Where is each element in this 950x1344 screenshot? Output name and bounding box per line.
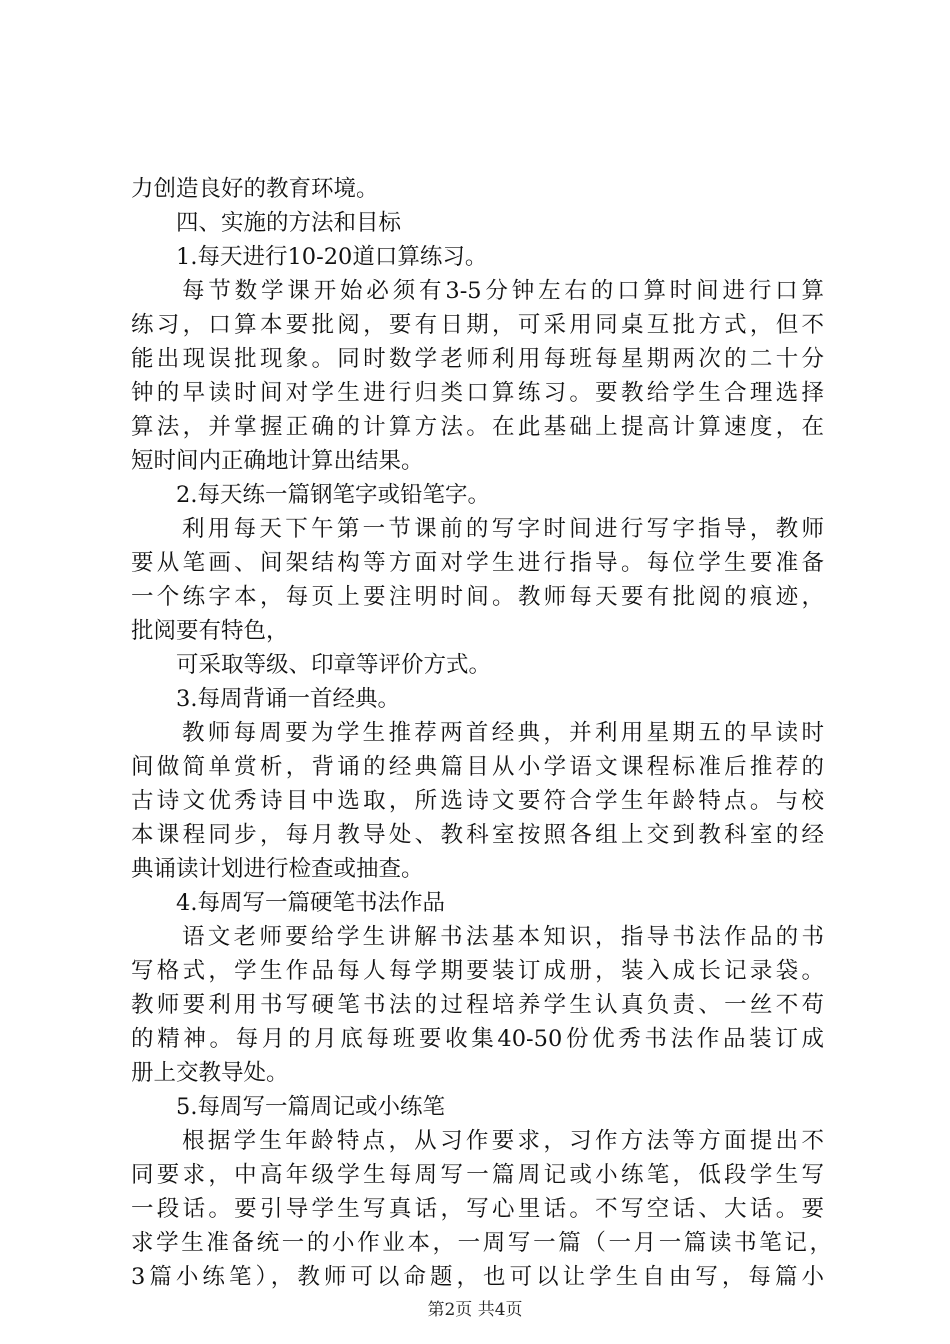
- text-line: 典诵读计划进行检查或抽查。: [131, 856, 424, 882]
- item-heading: 3.每周背诵一首经典。: [176, 686, 400, 712]
- text-line: 算法，并掌握正确的计算方法。在此基础上提高计算速度，在: [131, 414, 824, 440]
- item-heading: 1.每天进行10-20道口算练习。: [176, 244, 488, 270]
- text-line: 力创造良好的教育环境。: [131, 176, 379, 202]
- text-line: 间做简单赏析，背诵的经典篇目从小学语文课程标准后推荐的: [131, 754, 824, 780]
- text-line: 同要求，中高年级学生每周写一篇周记或小练笔，低段学生写: [131, 1162, 824, 1188]
- text-line: 教师要利用书写硬笔书法的过程培养学生认真负责、一丝不苟: [131, 992, 824, 1018]
- item-heading: 2.每天练一篇钢笔字或铅笔字。: [176, 482, 490, 508]
- text-line: 可采取等级、印章等评价方式。: [176, 652, 492, 678]
- page-footer: 第2页 共4页: [427, 1300, 523, 1320]
- text-line: 一段话。要引导学生写真话，写心里话。不写空话、大话。要: [131, 1196, 824, 1222]
- item-heading: 4.每周写一篇硬笔书法作品: [176, 890, 445, 916]
- text-line: 册上交教导处。: [131, 1060, 289, 1086]
- text-line: 写格式，学生作品每人每学期要装订成册，装入成长记录袋。: [131, 958, 824, 984]
- text-line: 短时间内正确地计算出结果。: [131, 448, 424, 474]
- text-line: 每节数学课开始必须有3-5分钟左右的口算时间进行口算: [182, 278, 824, 304]
- text-line: 练习，口算本要批阅，要有日期，可采用同桌互批方式，但不: [131, 312, 824, 338]
- text-line: 利用每天下午第一节课前的写字时间进行写字指导，教师: [182, 516, 824, 542]
- text-line: 语文老师要给学生讲解书法基本知识，指导书法作品的书: [182, 924, 824, 950]
- text-line: 一个练字本，每页上要注明时间。教师每天要有批阅的痕迹，: [131, 584, 824, 610]
- text-line: 求学生准备统一的小作业本，一周写一篇（一月一篇读书笔记，: [131, 1230, 832, 1256]
- text-line: 根据学生年龄特点，从习作要求，习作方法等方面提出不: [182, 1128, 824, 1154]
- text-line: 本课程同步，每月教导处、教科室按照各组上交到教科室的经: [131, 822, 824, 848]
- text-line: 3篇小练笔），教师可以命题，也可以让学生自由写，每篇小: [131, 1264, 824, 1290]
- item-heading: 5.每周写一篇周记或小练笔: [176, 1094, 445, 1120]
- text-line: 古诗文优秀诗目中选取，所选诗文要符合学生年龄特点。与校: [131, 788, 824, 814]
- text-line: 批阅要有特色，: [131, 618, 289, 644]
- text-line: 教师每周要为学生推荐两首经典，并利用星期五的早读时: [182, 720, 824, 746]
- text-line: 钟的早读时间对学生进行归类口算练习。要教给学生合理选择: [131, 380, 824, 406]
- text-line: 能出现误批现象。同时数学老师利用每班每星期两次的二十分: [131, 346, 824, 372]
- section-heading: 四、实施的方法和目标: [176, 210, 402, 236]
- text-line: 的精神。每月的月底每班要收集40-50份优秀书法作品装订成: [131, 1026, 824, 1052]
- text-line: 要从笔画、间架结构等方面对学生进行指导。每位学生要准备: [131, 550, 824, 576]
